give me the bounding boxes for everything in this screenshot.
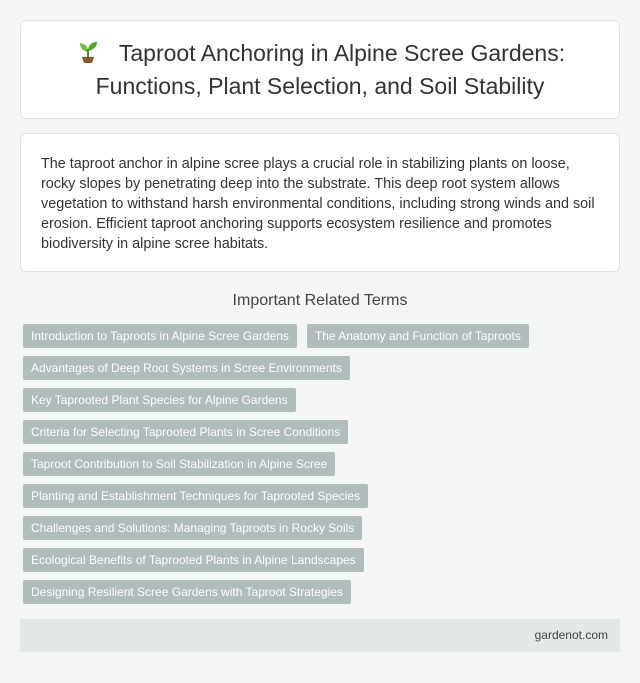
footer-site-link[interactable]: gardenot.com: [534, 628, 608, 642]
related-term-link[interactable]: Advantages of Deep Root Systems in Scree Environments: [23, 356, 350, 380]
related-term-link[interactable]: Taproot Contribution to Soil Stabilization in Alpine Scree: [23, 452, 335, 476]
footer: [20, 619, 620, 652]
description-card: [20, 133, 620, 272]
seedling-icon: [75, 38, 101, 71]
related-term-link[interactable]: Designing Resilient Scree Gardens with Taproot Strategies: [23, 580, 351, 604]
title-card: [20, 20, 620, 119]
related-term-link[interactable]: Introduction to Taproots in Alpine Scree Gardens: [23, 324, 297, 348]
related-terms-list: [23, 324, 583, 604]
page-title: [45, 38, 595, 101]
related-term-link[interactable]: Planting and Establishment Techniques for Taprooted Species: [23, 484, 368, 508]
page-title-text: Taproot Anchoring in Alpine Scree Gardens: Functions, Plant Selection, and Soil Stability: [95, 40, 566, 99]
description-text: The taproot anchor in alpine scree plays a crucial role in stabilizing plants on loose, rocky slopes by penetrating deep into the substrate. This deep root system allows vegetation to withstand harsh environmental conditions, including strong winds and soil erosion. Efficient taproot anchoring supports ecosystem resilience and promotes biodiversity in alpine scree habitats.: [41, 156, 595, 252]
related-term-link[interactable]: Ecological Benefits of Taprooted Plants in Alpine Landscapes: [23, 548, 364, 572]
related-term-link[interactable]: Challenges and Solutions: Managing Taproots in Rocky Soils: [23, 516, 362, 540]
related-term-link[interactable]: Key Taprooted Plant Species for Alpine Gardens: [23, 388, 296, 412]
related-terms-heading: Important Related Terms: [232, 292, 408, 309]
related-term-link[interactable]: The Anatomy and Function of Taproots: [307, 324, 529, 348]
related-term-link[interactable]: Criteria for Selecting Taprooted Plants in Scree Conditions: [23, 420, 348, 444]
